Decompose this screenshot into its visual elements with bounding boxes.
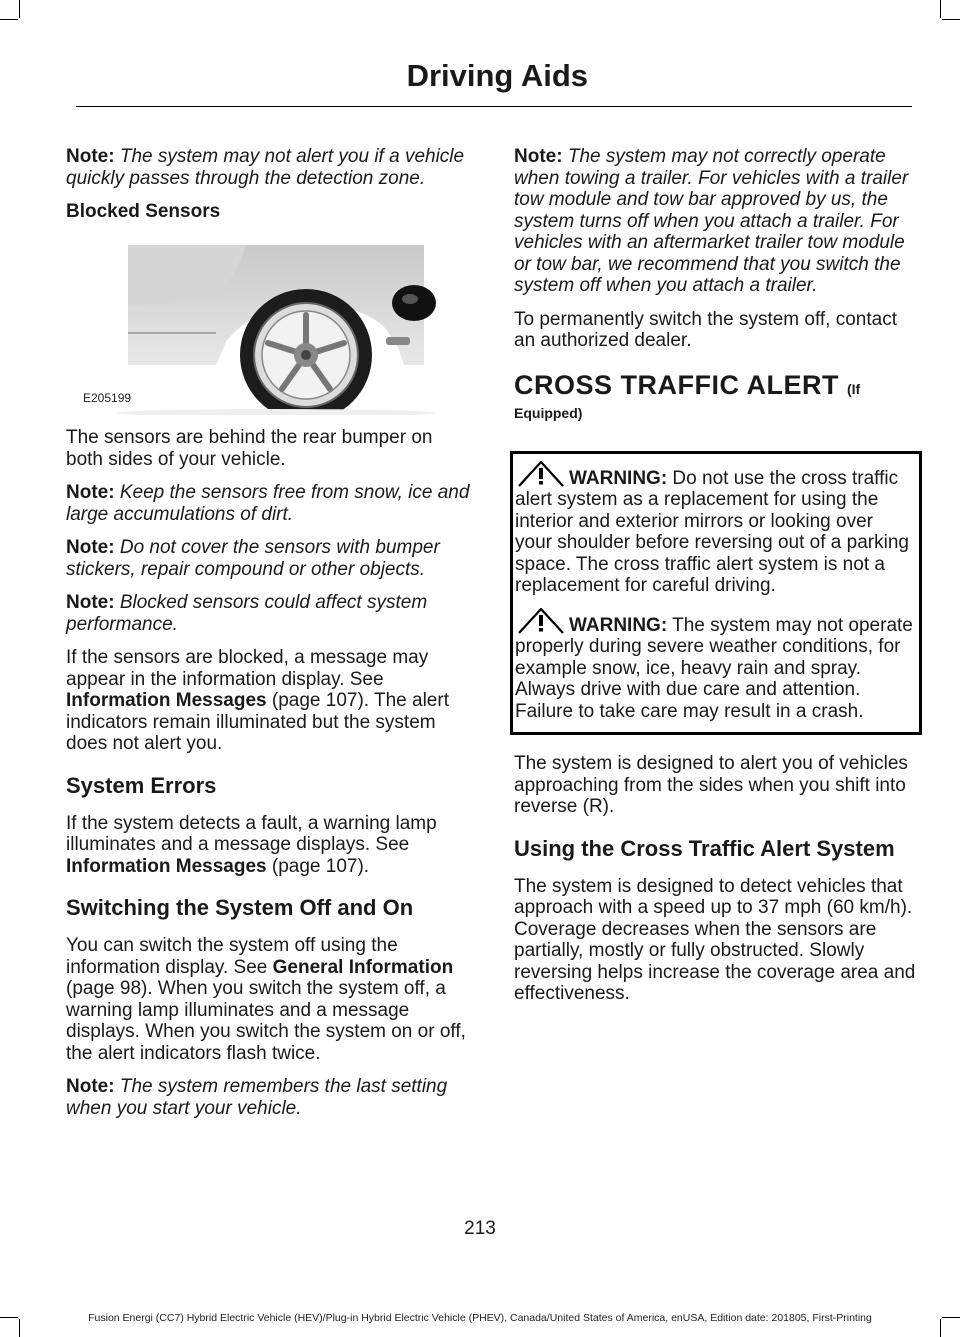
section-title-suffix: Equipped) [514,404,583,421]
page-title: Driving Aids [406,58,588,93]
note-paragraph: Note: The system remembers the last setting when you start your vehicle. [66,1076,448,1119]
note-paragraph: Note: Keep the sensors free from snow, ice and large accumulations of dirt. [66,482,470,525]
note-paragraph: Note: The system may not alert you if a vehicle quickly passes through the detection zone. [66,146,465,189]
switch-text: You can switch the system off using the information display. See General Information (page 98). When you switch the system off, a warning lamp illuminates and a message displays. When you switch the system on or off, the alert indicators flash twice. [66,935,466,1064]
rear-wheel-illustration [66,237,472,415]
warning-triangle-icon [515,607,565,635]
crop-mark [0,19,18,20]
errors-text: If the system detects a fault, a warning lamp illuminates and a message displays. See Information Messages (page 107). [66,812,437,877]
warning-box [510,451,922,736]
right-column [514,146,920,1017]
rear-wheel-sensor-figure [66,237,472,415]
information-messages-link[interactable]: Information Messages [66,855,267,877]
footer-text: Fusion Energi (CC7) Hybrid Electric Vehicle (HEV)/Plug-in Hybrid Electric Vehicle (PHEV), Canada/United States of America, enUSA, Edition date: 201805, First-Printing [88,1312,872,1324]
heading-switching: Switching the System Off and On [66,895,414,920]
left-column [66,146,472,1131]
header-divider [76,106,912,107]
heading-blocked-sensors: Blocked Sensors [66,201,221,222]
note-paragraph: Note: The system may not correctly operate when towing a trailer. For vehicles with a trailer tow module and tow bar approved by us, the system turns off when you attach a trailer. For vehicles with an aftermarket trailer tow module or tow bar, we recommend that you switch the system off when you attach a trailer. [514,146,909,296]
note-paragraph: Note: Blocked sensors could affect system performance. [66,592,428,635]
warning-triangle-icon [515,460,565,488]
crop-mark [19,0,20,18]
section-title-cross-traffic-alert: CROSS TRAFFIC ALERT (If [514,369,861,400]
sensors-location-text: The sensors are behind the rear bumper on both sides of your vehicle. [66,427,433,470]
dealer-text: To permanently switch the system off, contact an authorized dealer. [514,308,897,351]
information-messages-link[interactable]: Information Messages [66,690,267,711]
designed-text: The system is designed to alert you of vehicles approaching from the sides when you shift into reverse (R). [514,753,908,817]
heading-system-errors: System Errors [66,772,217,798]
blocked-message-text: If the sensors are blocked, a message may appear in the information display. See Information Messages (page 107). The alert indicators remain illuminated but the system does not alert you. [66,647,449,754]
warning-paragraph: WARNING: The system may not operate properly during severe weather conditions, for example snow, ice, heavy rain and spray. Always drive with due care and attention. Failure to take care may result in a crash. [515,607,913,723]
figure-id: E205199 [83,391,132,405]
page-number: 213 [464,1218,496,1239]
general-information-link[interactable]: General Information [272,956,454,978]
crop-mark [940,0,941,18]
heading-using-cross-traffic: Using the Cross Traffic Alert System [514,835,895,861]
crop-mark [942,19,960,20]
note-paragraph: Note: Do not cover the sensors with bumper stickers, repair compound or other objects. [66,537,440,580]
detect-text: The system is designed to detect vehicles that approach with a speed up to 37 mph (60 km/h). Coverage decreases when the sensors are partially, mostly or fully obstructed. Slowly reversing helps increase the coverage area and effectiveness. [514,875,916,1004]
warning-paragraph: WARNING: Do not use the cross traffic alert system as a replacement for using the interior and exterior mirrors or looking over your shoulder before reversing out of a parking space. The cross traffic alert system is not a replacement for careful driving. [515,460,913,597]
